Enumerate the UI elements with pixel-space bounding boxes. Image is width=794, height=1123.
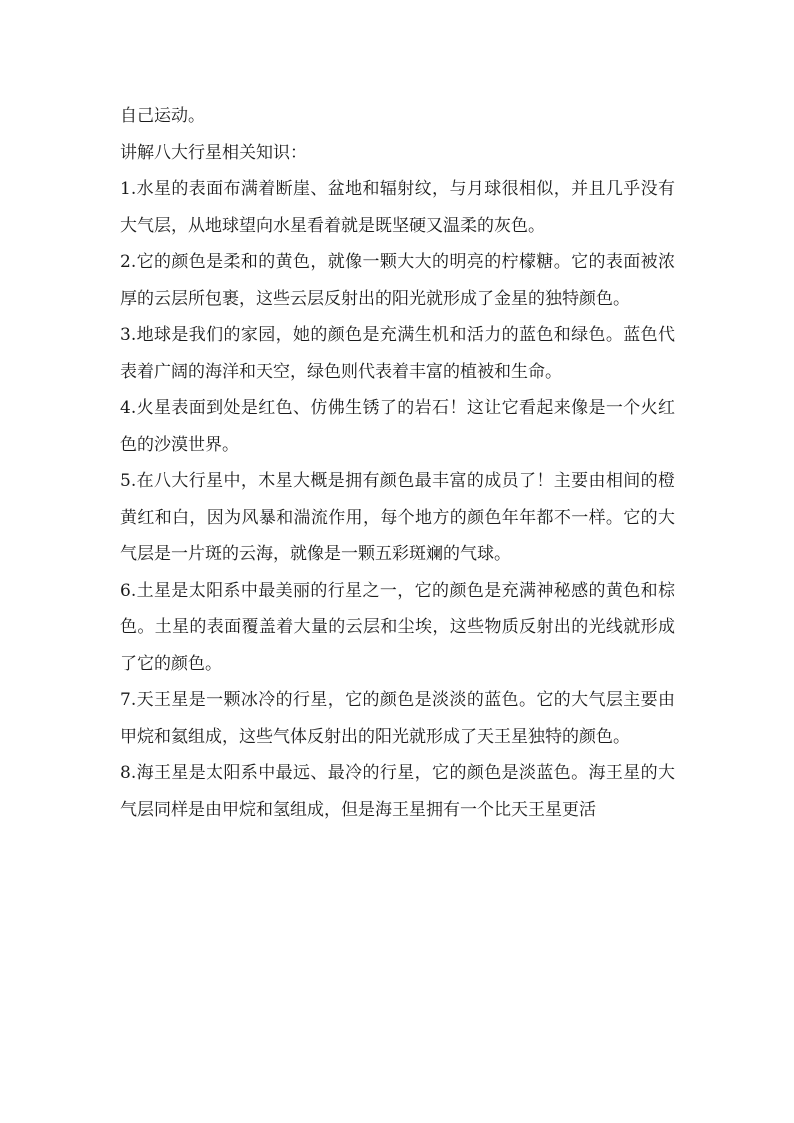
paragraph-saturn: 6.土星是太阳系中最美丽的行星之一，它的颜色是充满神秘感的黄色和棕色。土星的表面覆盖着大量的云层和尘埃，这些物质反射出的光线就形成了它的颜色。 — [120, 580, 675, 674]
paragraph-uranus: 7.天王星是一颗冰冷的行星，它的颜色是淡淡的蓝色。它的大气层主要由甲烷和氦组成，这些气体反射出的阳光就形成了天王星独特的颜色。 — [120, 690, 675, 747]
paragraph-mercury: 1.水星的表面布满着断崖、盆地和辐射纹，与月球很相似，并且几乎没有大气层，从地球望向水星看着就是既坚硬又温柔的灰色。 — [120, 179, 675, 236]
document-body — [120, 98, 675, 828]
paragraph-neptune: 8.海王星是太阳系中最远、最冷的行星，它的颜色是淡蓝色。海王星的大气层同样是由甲烷和氢组成，但是海王星拥有一个比天王星更活 — [120, 763, 675, 820]
paragraph-earth: 3.地球是我们的家园，她的颜色是充满生机和活力的蓝色和绿色。蓝色代表着广阔的海洋和天空，绿色则代表着丰富的植被和生命。 — [120, 325, 675, 382]
paragraph-mars: 4.火星表面到处是红色、仿佛生锈了的岩石！这让它看起来像是一个火红色的沙漠世界。 — [120, 398, 675, 455]
paragraph-section-heading: 讲解八大行星相关知识： — [120, 142, 307, 163]
paragraph-venus: 2.它的颜色是柔和的黄色，就像一颗大大的明亮的柠檬糖。它的表面被浓厚的云层所包裹，这些云层反射出的阳光就形成了金星的独特颜色。 — [120, 252, 675, 309]
paragraph-intro-continuation: 自己运动。 — [120, 106, 205, 126]
paragraph-jupiter: 5.在八大行星中，木星大概是拥有颜色最丰富的成员了！主要由相间的橙黄红和白，因为风暴和湍流作用，每个地方的颜色年年都不一样。它的大气层是一片斑的云海，就像是一颗五彩斑斓的气球。 — [120, 471, 675, 564]
